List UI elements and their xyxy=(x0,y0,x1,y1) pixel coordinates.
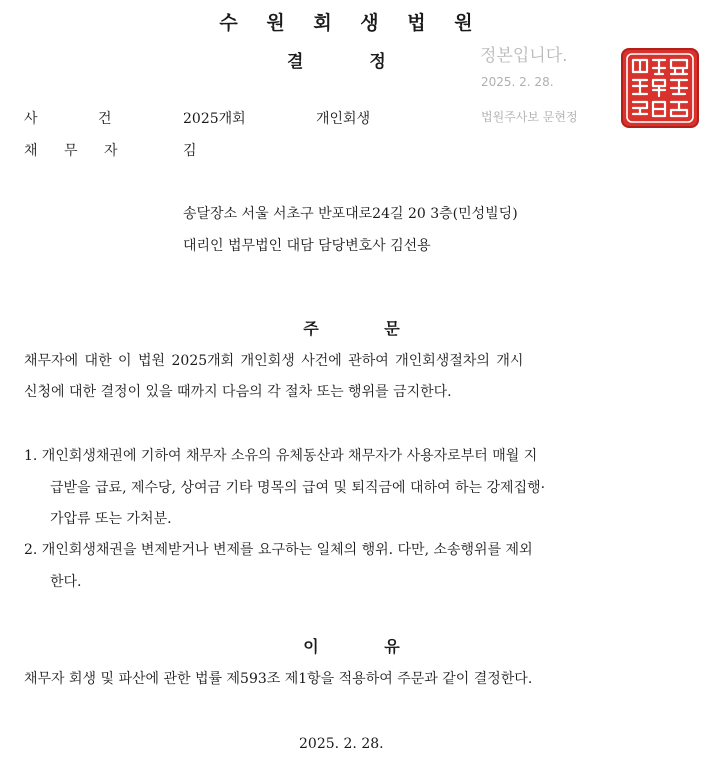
case-label: 사 건 xyxy=(24,111,112,127)
debtor-name: 김 xyxy=(183,143,197,159)
order-intro-line2: 신청에 대한 결정이 있을 때까지 다음의 각 절차 또는 행위를 금지한다. xyxy=(24,384,452,400)
legal-agent: 대리인 법무법인 대담 담당변호사 김선용 xyxy=(183,238,431,254)
certification-stamp-text: 정본입니다. xyxy=(480,46,568,66)
debtor-label: 채 무 자 xyxy=(24,143,118,159)
order-item2-line2: 한다. xyxy=(50,574,82,590)
order-item1-line3: 가압류 또는 가처분. xyxy=(50,511,172,527)
order-item2-line1: 2. 개인회생채권을 변제받거나 변제를 요구하는 일체의 행위. 다만, 소송행위를 제외 xyxy=(24,542,533,558)
court-name: 수 원 회 생 법 원 xyxy=(219,12,484,34)
order-item1-line1: 1. 개인회생채권에 기하여 채무자 소유의 유체동산과 채무자가 사용자로부터 매월 지 xyxy=(24,448,538,464)
decision-date: 2025. 2. 28. xyxy=(299,736,384,752)
document-title: 결 정 xyxy=(287,52,386,72)
order-item1-line2: 급받을 급료, 제수당, 상여금 기타 명목의 급여 및 퇴직금에 대하여 하는 강제집행· xyxy=(50,480,546,496)
case-type: 개인회생 xyxy=(316,111,371,127)
order-heading: 주 문 xyxy=(303,319,400,338)
court-seal-icon xyxy=(621,48,699,128)
order-intro-line1: 채무자에 대한 이 법원 2025개회 개인회생 사건에 관하여 개인회생절차의 개시 xyxy=(24,353,524,369)
reason-text: 채무자 회생 및 파산에 관한 법률 제593조 제1항을 적용하여 주문과 같이 결정한다. xyxy=(24,671,533,687)
service-address: 송달장소 서울 서초구 반포대로24길 20 3층(민성빌딩) xyxy=(183,206,518,222)
reason-heading: 이 유 xyxy=(303,637,400,656)
certification-date: 2025. 2. 28. xyxy=(481,75,554,89)
case-number: 2025개회 xyxy=(183,111,246,127)
certification-clerk: 법원주사보 문현정 xyxy=(481,110,578,124)
